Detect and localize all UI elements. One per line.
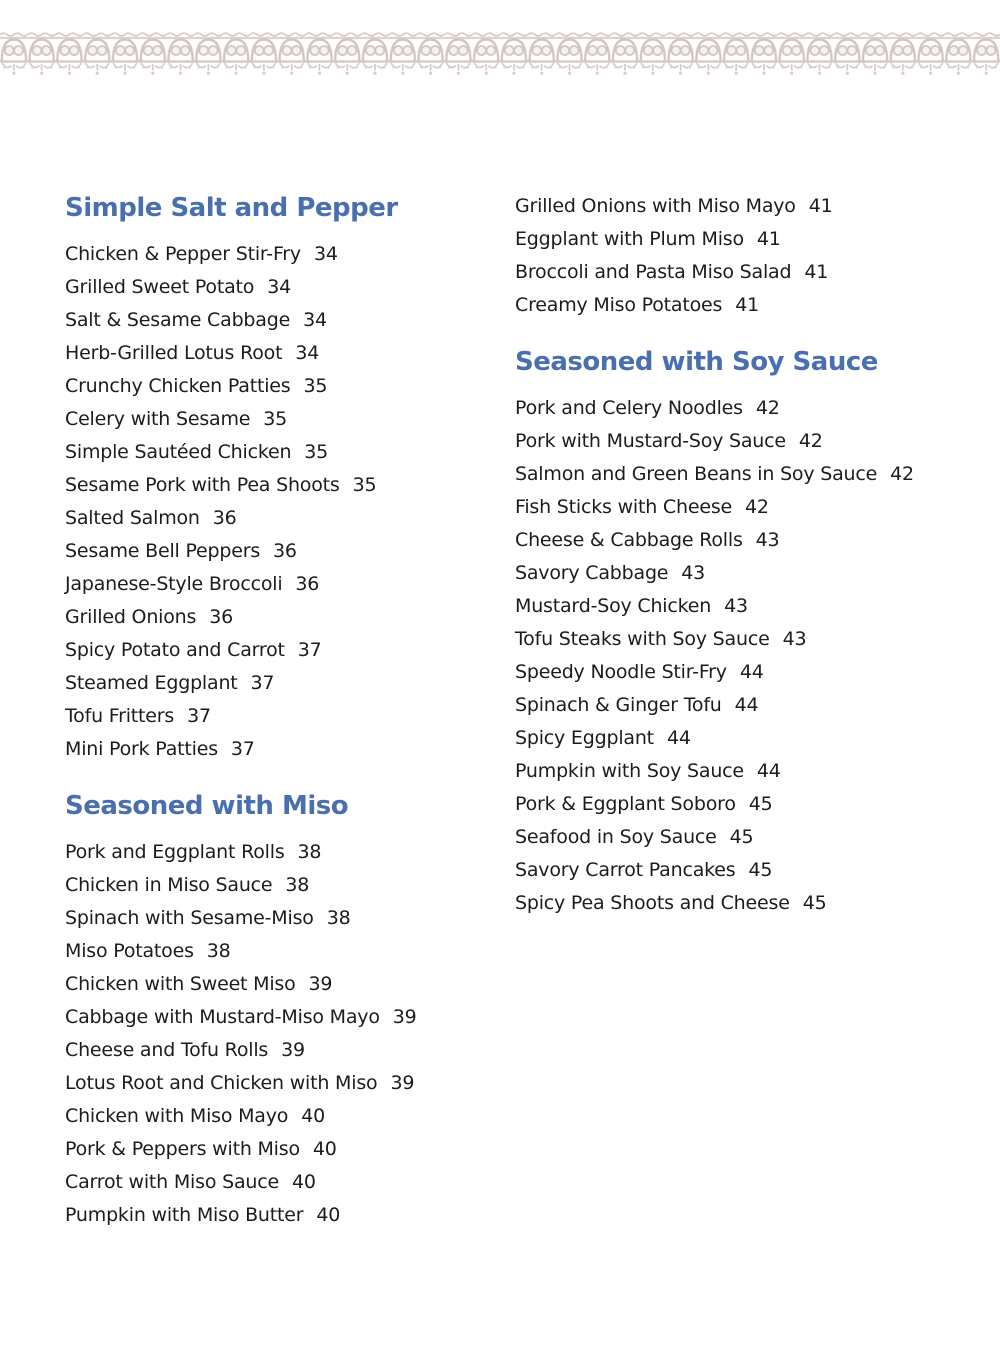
recipe-page-number: 42 — [745, 496, 769, 518]
recipe-entry — [515, 755, 980, 788]
recipe-entry — [515, 656, 980, 689]
lace-trim-border — [0, 31, 1000, 81]
recipe-list — [65, 836, 500, 1232]
recipe-page-number: 38 — [297, 841, 322, 863]
recipe-title: Simple Sautéed Chicken — [65, 441, 292, 463]
recipe-page-number: 37 — [230, 738, 255, 760]
recipe-page-number: 39 — [392, 1006, 417, 1028]
recipe-page-number: 40 — [291, 1171, 316, 1193]
recipe-entry — [65, 535, 500, 568]
recipe-title: Cabbage with Mustard-Miso Mayo — [65, 1006, 380, 1028]
recipe-page-number: 34 — [267, 276, 291, 298]
recipe-entry — [65, 634, 500, 667]
recipe-page-number: 43 — [681, 562, 706, 584]
recipe-page-number: 40 — [312, 1138, 337, 1160]
recipe-page-number: 44 — [756, 760, 781, 782]
recipe-title: Cheese and Tofu Rolls — [65, 1039, 269, 1061]
recipe-title: Spicy Potato and Carrot — [65, 639, 285, 661]
recipe-title: Chicken with Miso Mayo — [65, 1105, 289, 1127]
recipe-entry — [515, 590, 980, 623]
recipe-page-number: 37 — [297, 639, 322, 661]
section-title: Simple Salt and Pepper — [65, 193, 398, 223]
recipe-title: Herb-Grilled Lotus Root — [65, 342, 283, 364]
toc-section — [65, 190, 500, 766]
recipe-entry — [65, 1166, 500, 1199]
recipe-page-number: 38 — [326, 907, 351, 929]
recipe-title: Pork & Eggplant Soboro — [515, 793, 736, 815]
recipe-title: Cheese & Cabbage Rolls — [515, 529, 743, 551]
recipe-entry — [65, 902, 500, 935]
recipe-entry — [515, 524, 980, 557]
recipe-entry — [65, 733, 500, 766]
recipe-entry — [515, 392, 980, 425]
recipe-page-number: 39 — [390, 1072, 415, 1094]
recipe-title: Mustard-Soy Chicken — [515, 595, 712, 617]
recipe-title: Savory Cabbage — [515, 562, 669, 584]
recipe-entry — [65, 601, 500, 634]
recipe-entry — [515, 289, 980, 322]
recipe-page-number: 38 — [285, 874, 310, 896]
recipe-entry — [65, 469, 500, 502]
recipe-title: Tofu Fritters — [65, 705, 175, 727]
recipe-title: Chicken in Miso Sauce — [65, 874, 273, 896]
recipe-title: Creamy Miso Potatoes — [515, 294, 723, 316]
recipe-entry — [65, 403, 500, 436]
recipe-entry — [515, 788, 980, 821]
recipe-page-number: 41 — [735, 294, 759, 316]
recipe-page-number: 35 — [263, 408, 288, 430]
recipe-entry — [65, 238, 500, 271]
recipe-title: Spicy Eggplant — [515, 727, 654, 749]
recipe-page-number: 38 — [206, 940, 231, 962]
recipe-title: Mini Pork Patties — [65, 738, 218, 760]
recipe-title: Salted Salmon — [65, 507, 200, 529]
recipe-entry — [515, 557, 980, 590]
recipe-entry — [65, 667, 500, 700]
recipe-page-number: 43 — [724, 595, 748, 617]
recipe-page-number: 34 — [303, 309, 327, 331]
recipe-title: Pork with Mustard-Soy Sauce — [515, 430, 786, 452]
recipe-title: Eggplant with Plum Miso — [515, 228, 744, 250]
recipe-entry — [515, 256, 980, 289]
toc-section — [515, 190, 980, 322]
recipe-page-number: 45 — [748, 793, 773, 815]
recipe-entry — [515, 223, 980, 256]
recipe-list — [515, 190, 980, 322]
recipe-page-number: 42 — [755, 397, 780, 419]
recipe-page-number: 45 — [729, 826, 754, 848]
recipe-page-number: 36 — [295, 573, 320, 595]
recipe-title: Spinach with Sesame-Miso — [65, 907, 314, 929]
recipe-title: Salt & Sesame Cabbage — [65, 309, 291, 331]
recipe-page-number: 43 — [755, 529, 780, 551]
recipe-entry — [65, 1100, 500, 1133]
recipe-title: Celery with Sesame — [65, 408, 251, 430]
recipe-title: Sesame Bell Peppers — [65, 540, 261, 562]
recipe-title: Pumpkin with Soy Sauce — [515, 760, 744, 782]
recipe-page-number: 36 — [212, 507, 237, 529]
recipe-title: Lotus Root and Chicken with Miso — [65, 1072, 378, 1094]
recipe-title: Pork and Celery Noodles — [515, 397, 743, 419]
recipe-title: Grilled Onions — [65, 606, 197, 628]
recipe-title: Steamed Eggplant — [65, 672, 238, 694]
recipe-entry — [515, 425, 980, 458]
section-title: Seasoned with Miso — [65, 791, 349, 821]
recipe-entry — [515, 689, 980, 722]
recipe-entry — [65, 337, 500, 370]
toc-section — [65, 788, 500, 1232]
recipe-title: Speedy Noodle Stir-Fry — [515, 661, 727, 683]
recipe-entry — [65, 700, 500, 733]
recipe-entry — [65, 304, 500, 337]
recipe-entry — [65, 1067, 500, 1100]
recipe-title: Seafood in Soy Sauce — [515, 826, 717, 848]
recipe-entry — [65, 1199, 500, 1232]
recipe-page-number: 45 — [802, 892, 827, 914]
recipe-entry — [515, 821, 980, 854]
recipe-entry — [65, 502, 500, 535]
recipe-page-number: 34 — [313, 243, 338, 265]
recipe-entry — [65, 1034, 500, 1067]
recipe-list — [515, 392, 980, 920]
recipe-entry — [65, 869, 500, 902]
recipe-entry — [65, 968, 500, 1001]
recipe-entry — [515, 722, 980, 755]
recipe-title: Crunchy Chicken Patties — [65, 375, 291, 397]
recipe-entry — [65, 1001, 500, 1034]
toc-column-right — [515, 190, 980, 920]
recipe-entry — [65, 568, 500, 601]
recipe-page-number: 40 — [316, 1204, 341, 1226]
recipe-title: Savory Carrot Pancakes — [515, 859, 736, 881]
recipe-page-number: 37 — [187, 705, 211, 727]
recipe-entry — [65, 836, 500, 869]
recipe-list — [65, 238, 500, 766]
recipe-page-number: 45 — [748, 859, 773, 881]
recipe-entry — [65, 370, 500, 403]
recipe-page-number: 41 — [808, 195, 833, 217]
recipe-entry — [515, 458, 980, 491]
recipe-title: Pumpkin with Miso Butter — [65, 1204, 304, 1226]
recipe-title: Miso Potatoes — [65, 940, 194, 962]
recipe-page-number: 39 — [308, 973, 333, 995]
recipe-entry — [515, 190, 980, 223]
section-title: Seasoned with Soy Sauce — [515, 347, 878, 377]
recipe-page-number: 44 — [734, 694, 759, 716]
recipe-page-number: 40 — [301, 1105, 326, 1127]
recipe-page-number: 44 — [739, 661, 764, 683]
recipe-title: Pork & Peppers with Miso — [65, 1138, 300, 1160]
recipe-title: Tofu Steaks with Soy Sauce — [515, 628, 770, 650]
recipe-page-number: 41 — [804, 261, 829, 283]
recipe-page-number: 34 — [295, 342, 320, 364]
recipe-title: Grilled Sweet Potato — [65, 276, 255, 298]
toc-column-left — [65, 190, 500, 1232]
recipe-page-number: 35 — [352, 474, 377, 496]
recipe-entry — [65, 935, 500, 968]
recipe-title: Japanese-Style Broccoli — [65, 573, 283, 595]
recipe-page-number: 37 — [250, 672, 275, 694]
recipe-page-number: 39 — [281, 1039, 305, 1061]
recipe-page-number: 42 — [890, 463, 914, 485]
recipe-title: Salmon and Green Beans in Soy Sauce — [515, 463, 878, 485]
recipe-entry — [515, 887, 980, 920]
recipe-page-number: 41 — [756, 228, 781, 250]
recipe-entry — [515, 491, 980, 524]
recipe-title: Fish Sticks with Cheese — [515, 496, 733, 518]
recipe-page-number: 35 — [304, 441, 329, 463]
recipe-title: Chicken with Sweet Miso — [65, 973, 296, 995]
recipe-entry — [65, 1133, 500, 1166]
recipe-entry — [515, 623, 980, 656]
recipe-title: Spinach & Ginger Tofu — [515, 694, 722, 716]
recipe-page-number: 43 — [782, 628, 807, 650]
recipe-title: Carrot with Miso Sauce — [65, 1171, 279, 1193]
toc-section — [515, 344, 980, 920]
recipe-title: Chicken & Pepper Stir-Fry — [65, 243, 301, 265]
recipe-entry — [65, 436, 500, 469]
recipe-page-number: 36 — [273, 540, 297, 562]
recipe-entry — [65, 271, 500, 304]
recipe-title: Grilled Onions with Miso Mayo — [515, 195, 796, 217]
recipe-page-number: 42 — [798, 430, 823, 452]
recipe-title: Broccoli and Pasta Miso Salad — [515, 261, 792, 283]
recipe-entry — [515, 854, 980, 887]
recipe-page-number: 44 — [666, 727, 691, 749]
recipe-page-number: 36 — [209, 606, 233, 628]
recipe-title: Sesame Pork with Pea Shoots — [65, 474, 340, 496]
recipe-title: Pork and Eggplant Rolls — [65, 841, 285, 863]
recipe-title: Spicy Pea Shoots and Cheese — [515, 892, 790, 914]
recipe-page-number: 35 — [303, 375, 328, 397]
